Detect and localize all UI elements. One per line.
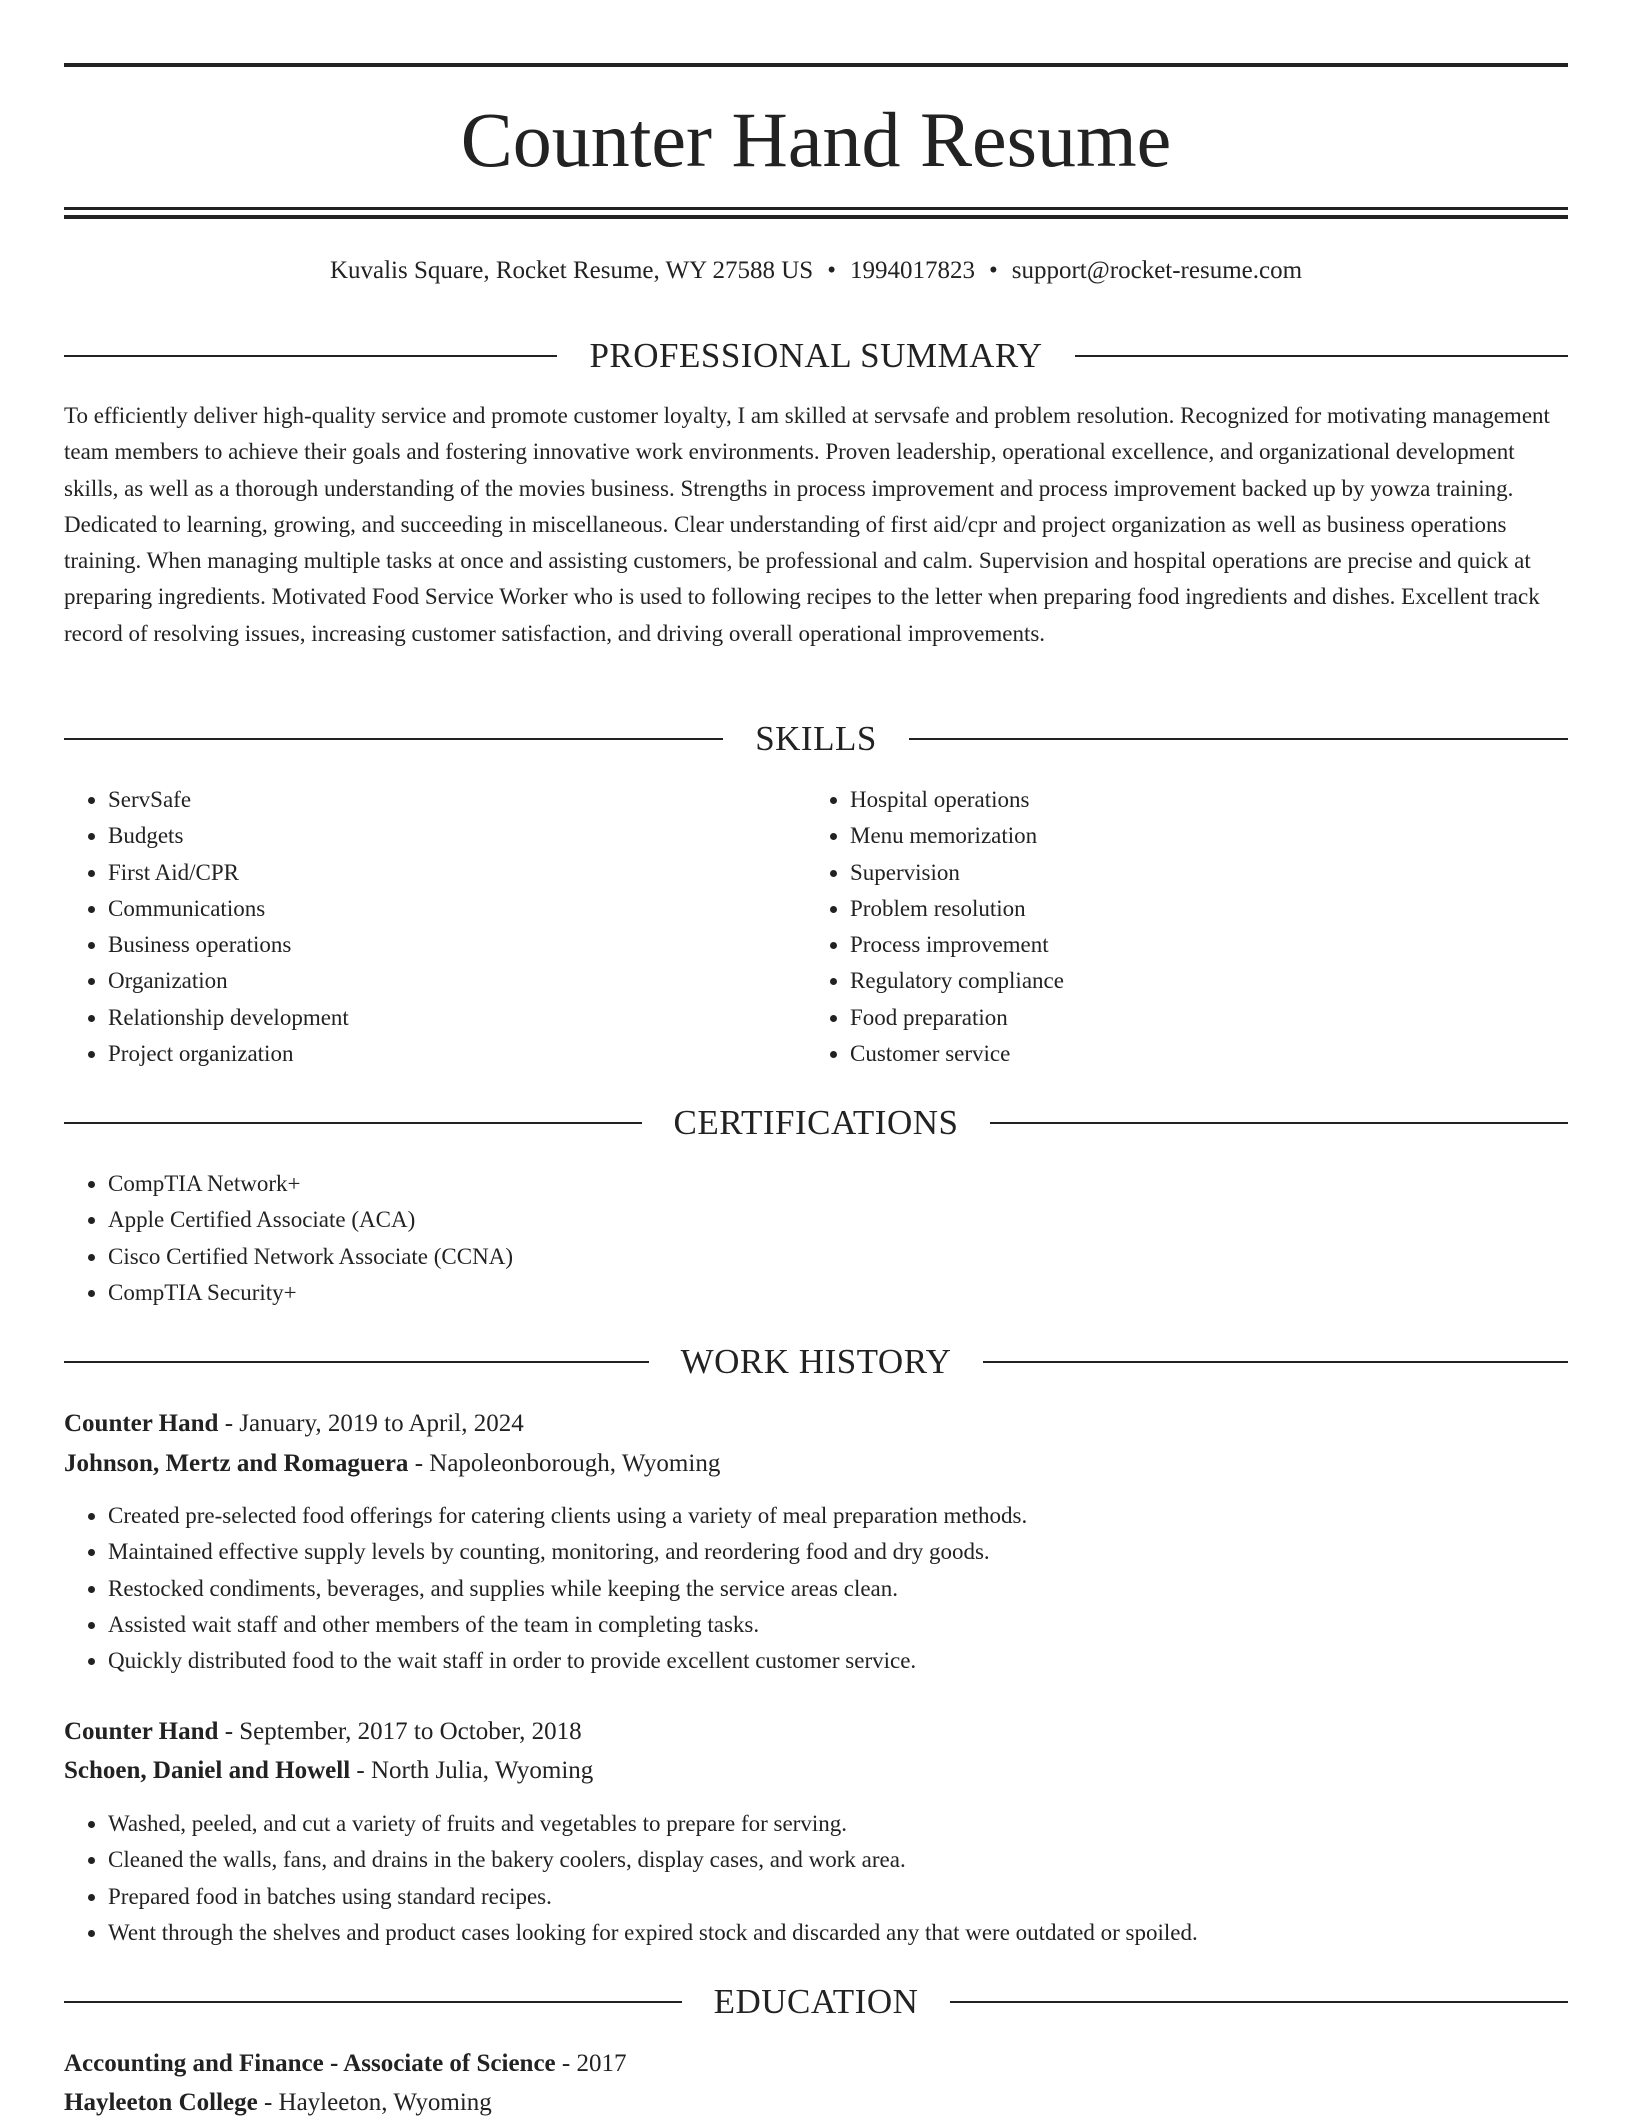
job-title-line: Counter Hand - September, 2017 to October, 2018 bbox=[64, 1718, 582, 1745]
job-duty-item: • Restocked condiments, beverages, and supplies while keeping the service areas clean. bbox=[108, 1571, 1588, 1607]
heading-rule bbox=[983, 1361, 1568, 1363]
section-heading-summary bbox=[64, 334, 1568, 378]
heading-rule bbox=[64, 355, 557, 357]
skills-list-right bbox=[806, 782, 1550, 1072]
skill-item: • Menu memorization bbox=[850, 818, 1550, 854]
summary-text: To efficiently deliver high-quality service and promote customer loyalty, I am skilled at servsafe and problem resolution. Recognized for motivating management team members to achieve their goals and fostering innovative work environments. Proven leadership, operational excellence, and organizational development skills, as well as a thorough understanding of the movies business. Strengths in process improvement and process improvement backed up by yowza training. Dedicated to learning, growing, and succeeding in miscellaneous. Clear understanding of first aid/cpr and project organization as well as business operations training. When managing multiple tasks at once and assisting customers, be professional and calm. Supervision and hospital operations are precise and quick at preparing ingredients. Motivated Food Service Worker who is used to following recipes to the letter when preparing food ingredients and dishes. Excellent track record of resolving issues, increasing customer satisfaction, and driving overall operational improvements. bbox=[64, 403, 1550, 646]
heading-rule bbox=[1075, 355, 1568, 357]
job-duty-item: • Washed, peeled, and cut a variety of fruits and vegetables to prepare for serving. bbox=[108, 1806, 1588, 1842]
heading-rule bbox=[64, 1122, 642, 1124]
skill-item: • First Aid/CPR bbox=[108, 855, 808, 891]
skill-item: • Organization bbox=[108, 963, 808, 999]
page-title: Counter Hand Resume bbox=[460, 96, 1172, 183]
skill-item: • Project organization bbox=[108, 1036, 808, 1072]
job-company-line: Schoen, Daniel and Howell - North Julia, Wyoming bbox=[64, 1757, 594, 1784]
contact-address: Kuvalis Square, Rocket Resume, WY 27588 US bbox=[329, 257, 814, 284]
heading-rule bbox=[64, 1361, 649, 1363]
skill-item: • Regulatory compliance bbox=[850, 963, 1550, 999]
skills-list-left bbox=[64, 782, 808, 1072]
skill-item: • Relationship development bbox=[108, 1000, 808, 1036]
job-duty-item: • Cleaned the walls, fans, and drains in the bakery coolers, display cases, and work area. bbox=[108, 1842, 1588, 1878]
heading-rule bbox=[64, 738, 723, 740]
job-duty-item: • Quickly distributed food to the wait staff in order to provide excellent customer service. bbox=[108, 1643, 1588, 1679]
job-duties-list bbox=[64, 1806, 1588, 1951]
job-dates: September, 2017 to October, 2018 bbox=[239, 1718, 582, 1745]
job-company-line: Johnson, Mertz and Romaguera - Napoleonborough, Wyoming bbox=[64, 1450, 721, 1477]
section-heading-work-history bbox=[64, 1340, 1568, 1384]
job-duty-item: • Assisted wait staff and other members of the team in completing tasks. bbox=[108, 1607, 1588, 1643]
heading-rule bbox=[950, 2001, 1568, 2003]
section-title: SKILLS bbox=[755, 719, 877, 758]
job-duty-item: • Maintained effective supply levels by counting, monitoring, and reordering food and dry goods. bbox=[108, 1534, 1588, 1570]
education-school: Hayleeton College bbox=[64, 2089, 258, 2116]
job-duty-item: • Went through the shelves and product cases looking for expired stock and discarded any that were outdated or spoiled. bbox=[108, 1915, 1588, 1951]
section-title: EDUCATION bbox=[713, 1982, 919, 2021]
skill-item: • Problem resolution bbox=[850, 891, 1550, 927]
section-title: WORK HISTORY bbox=[680, 1342, 952, 1381]
skill-item: • ServSafe bbox=[108, 782, 808, 818]
certification-item: • CompTIA Network+ bbox=[108, 1166, 1508, 1202]
skill-item: • Supervision bbox=[850, 855, 1550, 891]
job-duty-item: • Prepared food in batches using standard recipes. bbox=[108, 1879, 1588, 1915]
job-title: Counter Hand bbox=[64, 1718, 219, 1745]
title-rule-lower bbox=[64, 215, 1568, 219]
certifications-list bbox=[64, 1166, 1508, 1311]
contact-email: support@rocket-resume.com bbox=[1011, 257, 1303, 284]
title-rule-upper bbox=[64, 207, 1568, 210]
section-heading-skills bbox=[64, 717, 1568, 761]
job-title-line: Counter Hand - January, 2019 to April, 2024 bbox=[64, 1410, 524, 1437]
skill-item: • Hospital operations bbox=[850, 782, 1550, 818]
separator-dot: • bbox=[827, 257, 836, 284]
job-dates: January, 2019 to April, 2024 bbox=[239, 1410, 524, 1437]
separator-dot: • bbox=[988, 257, 998, 284]
job-title: Counter Hand bbox=[64, 1410, 219, 1437]
section-heading-certifications bbox=[64, 1101, 1568, 1145]
job-location: Napoleonborough, Wyoming bbox=[429, 1450, 721, 1477]
job-company: Johnson, Mertz and Romaguera bbox=[64, 1450, 409, 1477]
education-location: Hayleeton, Wyoming bbox=[278, 2089, 492, 2116]
heading-rule bbox=[990, 1122, 1568, 1124]
skill-item: • Food preparation bbox=[850, 1000, 1550, 1036]
top-rule bbox=[64, 63, 1568, 67]
job-company: Schoen, Daniel and Howell bbox=[64, 1757, 351, 1784]
education-school-line: Hayleeton College - Hayleeton, Wyoming bbox=[64, 2089, 492, 2116]
education-degree: Accounting and Finance - Associate of Science bbox=[64, 2050, 556, 2077]
skill-item: • Process improvement bbox=[850, 927, 1550, 963]
section-title: PROFESSIONAL SUMMARY bbox=[589, 336, 1043, 375]
certification-item: • Apple Certified Associate (ACA) bbox=[108, 1202, 1508, 1238]
section-heading-education bbox=[64, 1980, 1568, 2024]
contact-line bbox=[64, 254, 1568, 288]
job-duty-item: • Created pre-selected food offerings for catering clients using a variety of meal preparation methods. bbox=[108, 1498, 1588, 1534]
skill-item: • Communications bbox=[108, 891, 808, 927]
heading-rule bbox=[909, 738, 1568, 740]
certification-item: • Cisco Certified Network Associate (CCNA) bbox=[108, 1239, 1508, 1275]
skill-item: • Budgets bbox=[108, 818, 808, 854]
job-location: North Julia, Wyoming bbox=[370, 1757, 594, 1784]
heading-rule bbox=[64, 2001, 682, 2003]
job-duties-list bbox=[64, 1498, 1588, 1679]
education-degree-line: Accounting and Finance - Associate of Science - 2017 bbox=[64, 2050, 627, 2077]
contact-phone: 1994017823 bbox=[849, 257, 975, 284]
certification-item: • CompTIA Security+ bbox=[108, 1275, 1508, 1311]
section-title: CERTIFICATIONS bbox=[673, 1103, 959, 1142]
education-year: 2017 bbox=[576, 2050, 627, 2077]
skill-item: • Business operations bbox=[108, 927, 808, 963]
skill-item: • Customer service bbox=[850, 1036, 1550, 1072]
